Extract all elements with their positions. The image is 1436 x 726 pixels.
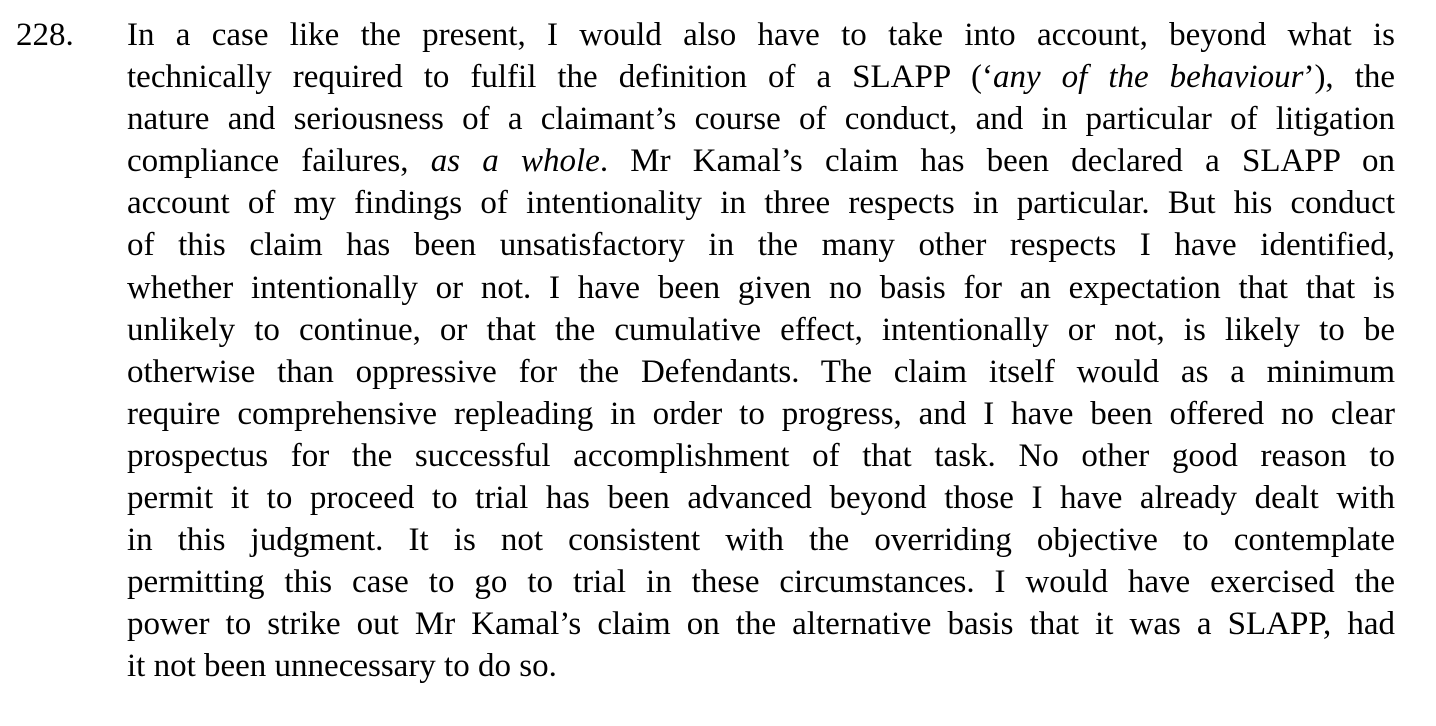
text-line	[127, 56, 1395, 98]
italic-text: as a whole	[430, 143, 600, 180]
text-line	[127, 645, 1395, 687]
text-segment: power to strike out Mr Kamal’s claim on the alternative basis that it was a SLAPP, had	[127, 606, 1395, 643]
text-line	[127, 603, 1395, 645]
text-line	[127, 98, 1395, 140]
text-line	[127, 140, 1395, 182]
text-line	[127, 477, 1395, 519]
text-segment: in this judgment. It is not consistent with the overriding objective to contemplate	[127, 522, 1395, 559]
text-segment: of this claim has been unsatisfactory in the many other respects I have identified,	[127, 227, 1395, 264]
text-segment: compliance failures,	[127, 143, 431, 180]
text-segment: technically required to fulfil the definition of a SLAPP (‘	[127, 59, 993, 96]
text-segment: permitting this case to go to trial in these circumstances. I would have exercised the	[127, 564, 1395, 601]
text-line	[127, 435, 1395, 477]
paragraph-number: 228.	[16, 17, 74, 53]
italic-text: any of the behaviour	[992, 59, 1304, 96]
paragraph-body	[127, 14, 1395, 688]
text-segment: whether intentionally or not. I have been given no basis for an expectation that that is	[127, 269, 1395, 306]
text-line	[127, 309, 1395, 351]
text-line	[127, 351, 1395, 393]
text-segment: ’), the	[1303, 59, 1396, 96]
text-line	[127, 14, 1395, 56]
text-line	[127, 267, 1395, 309]
text-segment: In a case like the present, I would also have to take into account, beyond what is	[127, 17, 1395, 53]
text-segment: unlikely to continue, or that the cumulative effect, intentionally or not, is likely to be	[127, 311, 1395, 348]
text-line	[127, 393, 1395, 435]
text-line	[127, 224, 1395, 266]
text-segment: it not been unnecessary to do so.	[127, 648, 557, 685]
text-segment: prospectus for the successful accomplishment of that task. No other good reason to	[127, 437, 1395, 474]
text-segment: require comprehensive repleading in order to progress, and I have been offered no clear	[127, 395, 1395, 432]
text-segment: account of my findings of intentionality in three respects in particular. But his conduct	[127, 185, 1395, 222]
text-segment: permit it to proceed to trial has been advanced beyond those I have already dealt with	[127, 480, 1395, 517]
text-segment: nature and seriousness of a claimant’s course of conduct, and in particular of litigation	[127, 101, 1395, 138]
text-line	[127, 182, 1395, 224]
text-segment: . Mr Kamal’s claim has been declared a SLAPP on	[599, 143, 1396, 180]
text-segment: otherwise than oppressive for the Defendants. The claim itself would as a minimum	[127, 353, 1395, 390]
text-line	[127, 519, 1395, 561]
text-line	[127, 561, 1395, 603]
